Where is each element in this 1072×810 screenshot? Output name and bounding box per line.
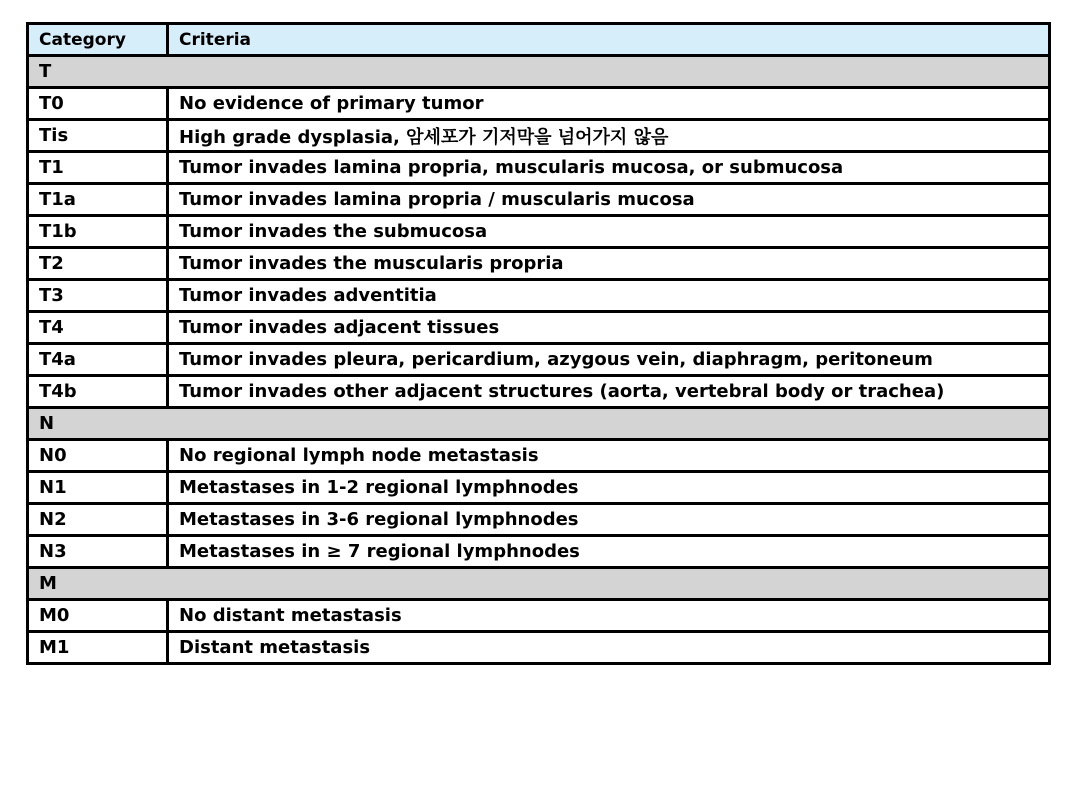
criteria-cell: Tumor invades the submucosa	[168, 216, 1050, 248]
category-cell: Tis	[28, 120, 168, 152]
criteria-cell: Metastases in 1-2 regional lymphnodes	[168, 472, 1050, 504]
category-cell: N0	[28, 440, 168, 472]
category-cell: M0	[28, 600, 168, 632]
criteria-cell: No evidence of primary tumor	[168, 88, 1050, 120]
criteria-cell: Tumor invades lamina propria, muscularis mucosa, or submucosa	[168, 152, 1050, 184]
criteria-cell: No regional lymph node metastasis	[168, 440, 1050, 472]
table-row	[28, 120, 1050, 152]
table-row	[28, 472, 1050, 504]
section-title: T	[28, 56, 1050, 88]
category-cell: N1	[28, 472, 168, 504]
table-row	[28, 504, 1050, 536]
table-row	[28, 312, 1050, 344]
category-cell: T4	[28, 312, 168, 344]
criteria-cell: Metastases in ≥ 7 regional lymphnodes	[168, 536, 1050, 568]
section-row-t	[28, 56, 1050, 88]
category-cell: T1a	[28, 184, 168, 216]
criteria-cell: High grade dysplasia, 암세포가 기저막을 넘어가지 않음	[168, 120, 1050, 152]
category-cell: N2	[28, 504, 168, 536]
section-row-m	[28, 568, 1050, 600]
staging-table	[26, 22, 1051, 665]
table-row	[28, 216, 1050, 248]
category-cell: T2	[28, 248, 168, 280]
category-cell: T0	[28, 88, 168, 120]
table-row	[28, 344, 1050, 376]
table-row	[28, 152, 1050, 184]
criteria-cell: Tumor invades lamina propria / muscularis mucosa	[168, 184, 1050, 216]
table-row	[28, 376, 1050, 408]
category-cell: T4a	[28, 344, 168, 376]
table-row	[28, 600, 1050, 632]
table-row	[28, 184, 1050, 216]
table-header-row	[28, 24, 1050, 56]
table-row	[28, 632, 1050, 664]
table-row	[28, 536, 1050, 568]
criteria-cell: No distant metastasis	[168, 600, 1050, 632]
table-row	[28, 280, 1050, 312]
section-title: N	[28, 408, 1050, 440]
criteria-cell: Tumor invades adjacent tissues	[168, 312, 1050, 344]
table-row	[28, 440, 1050, 472]
section-row-n	[28, 408, 1050, 440]
category-cell: T4b	[28, 376, 168, 408]
criteria-cell: Distant metastasis	[168, 632, 1050, 664]
category-cell: N3	[28, 536, 168, 568]
criteria-cell: Metastases in 3-6 regional lymphnodes	[168, 504, 1050, 536]
section-title: M	[28, 568, 1050, 600]
category-cell: T3	[28, 280, 168, 312]
table-row	[28, 88, 1050, 120]
category-cell: M1	[28, 632, 168, 664]
category-cell: T1b	[28, 216, 168, 248]
criteria-cell: Tumor invades the muscularis propria	[168, 248, 1050, 280]
criteria-cell: Tumor invades other adjacent structures (aorta, vertebral body or trachea)	[168, 376, 1050, 408]
column-header-category: Category	[28, 24, 168, 56]
criteria-cell: Tumor invades adventitia	[168, 280, 1050, 312]
table-row	[28, 248, 1050, 280]
category-cell: T1	[28, 152, 168, 184]
table-body	[28, 56, 1050, 664]
criteria-cell: Tumor invades pleura, pericardium, azygous vein, diaphragm, peritoneum	[168, 344, 1050, 376]
column-header-criteria: Criteria	[168, 24, 1050, 56]
